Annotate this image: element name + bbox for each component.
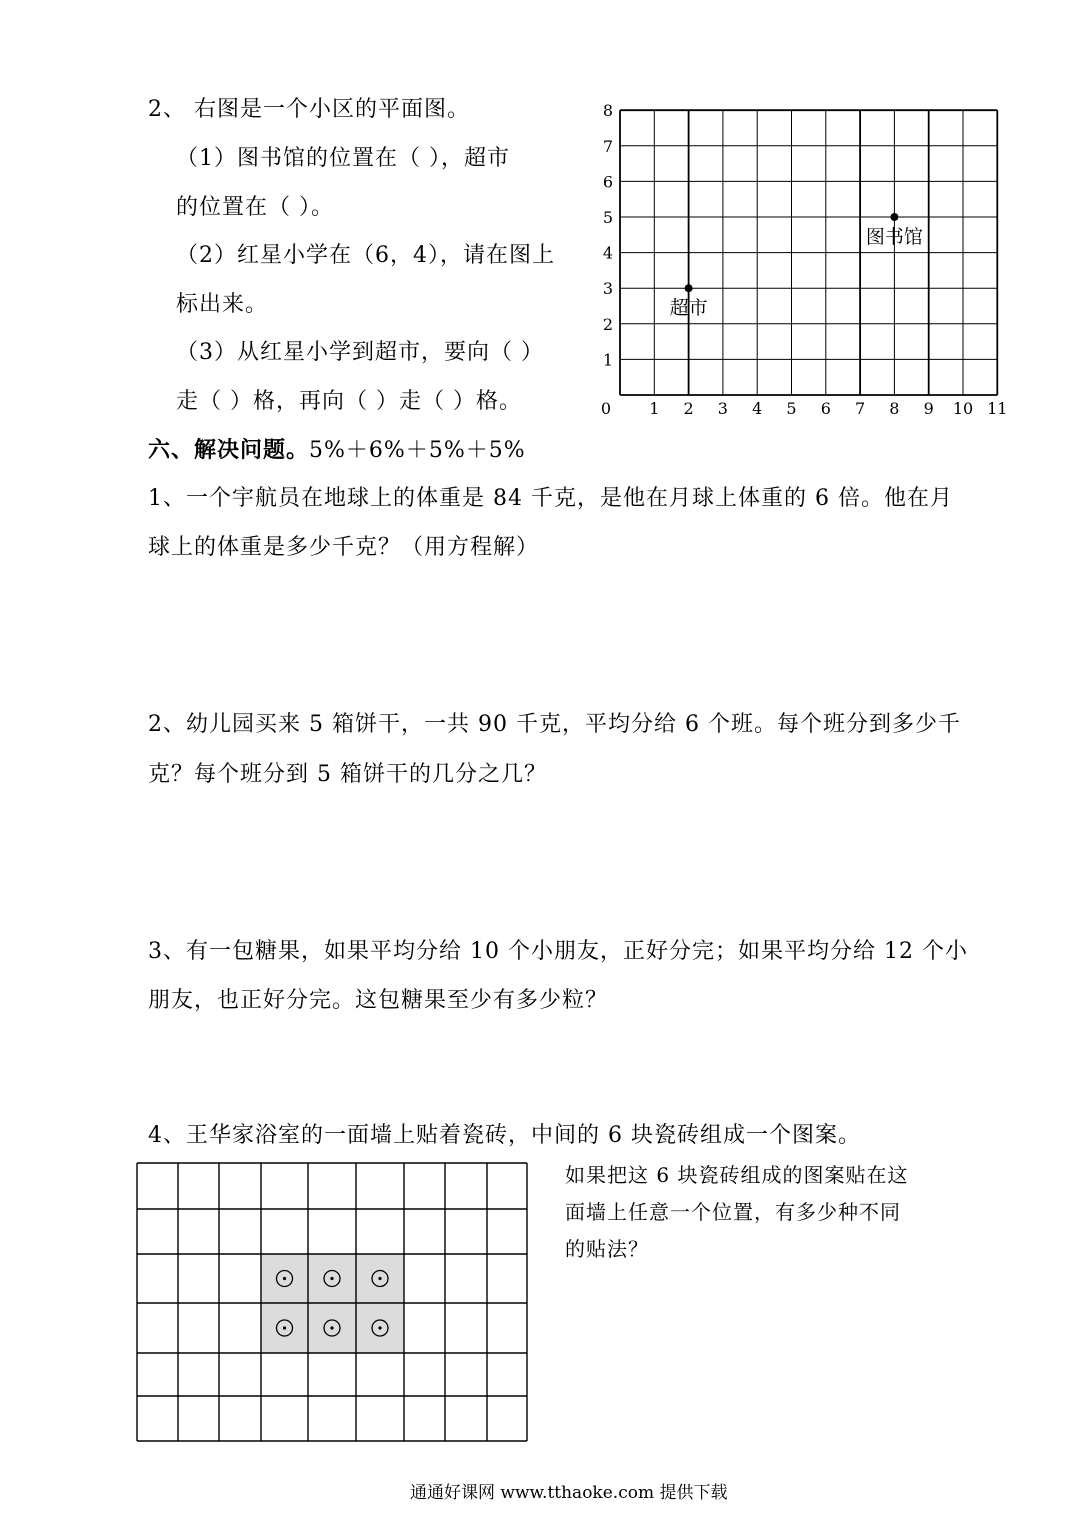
x-tick-label: 7 (855, 399, 866, 418)
pattern-dot (378, 1277, 381, 1280)
x-tick-label: 6 (820, 399, 831, 418)
section-heading (148, 433, 526, 464)
pattern-dot (378, 1326, 381, 1329)
x-tick-label: 2 (683, 399, 694, 418)
y-tick-label: 3 (602, 279, 614, 299)
x-tick-label: 1 (649, 399, 660, 418)
y-tick-label: 6 (602, 172, 614, 192)
problem-4-line1: 4、王华家浴室的一面墙上贴着瓷砖，中间的 6 块瓷砖组成一个图案。 (148, 1123, 861, 1148)
problem-2-line2: 克？每个班分到 5 箱饼干的几分之几？ (148, 762, 547, 787)
x-tick-label: 8 (889, 399, 900, 418)
x-tick-label: 0 (600, 399, 612, 418)
y-tick-label: 7 (602, 136, 614, 156)
section-title: 六、解决问题。 (148, 437, 310, 463)
pattern-dot (330, 1326, 333, 1329)
problem-2-line1: 2、幼儿园买来 5 箱饼干，一共 90 千克，平均分给 6 个班。每个班分到多少千 (148, 712, 961, 737)
tile-wall-grid (136, 1162, 530, 1444)
point-label: 超市 (669, 297, 708, 320)
problem-4-question: 如果把这 6 块瓷砖组成的图案贴在这面墙上任意一个位置，有多少种不同的贴法？ (565, 1163, 909, 1261)
pattern-dot (283, 1277, 286, 1280)
q2-part3-line2: 走（ ）格，再向（ ）走（ ）格。 (176, 389, 522, 414)
y-tick-label: 8 (602, 101, 614, 121)
y-tick-label: 4 (602, 243, 614, 263)
y-tick-label: 5 (602, 208, 614, 227)
q2-part1-line2: 的位置在（ ）。 (176, 195, 334, 220)
q2-part1-line1: （1）图书馆的位置在（ ），超市 (176, 146, 510, 171)
x-tick-label: 5 (786, 399, 797, 418)
q2-part2-line1: （2）红星小学在（6，4），请在图上 (176, 243, 555, 268)
problem-3-line1: 3、有一包糖果，如果平均分给 10 个小朋友，正好分完；如果平均分给 12 个小 (148, 939, 968, 964)
problem-1-line2: 球上的体重是多少千克？（用方程解） (148, 535, 540, 560)
problem-3-line2: 朋友，也正好分完。这包糖果至少有多少粒？ (148, 988, 609, 1013)
problem-1-line1: 1、一个宇航员在地球上的体重是 84 千克，是他在月球上体重的 6 倍。他在月 (148, 486, 953, 511)
x-tick-label: 11 (987, 399, 1008, 418)
q2-title: 2、 右图是一个小区的平面图。 (148, 97, 470, 122)
q2-part2-line2: 标出来。 (176, 292, 269, 317)
q2-part3-line1: （3）从红星小学到超市，要向（ ） (176, 340, 544, 365)
point-marker (685, 284, 693, 292)
pattern-dot (330, 1277, 333, 1280)
section-scores: 5%＋6%＋5%＋5% (309, 438, 526, 463)
x-tick-label: 10 (952, 399, 974, 418)
point-label: 图书馆 (865, 226, 923, 248)
x-tick-label: 3 (717, 399, 728, 418)
x-tick-label: 9 (923, 399, 934, 418)
footer-text: 通通好课网 www.tthaoke.com 提供下载 (410, 1483, 728, 1503)
y-tick-label: 1 (602, 350, 614, 370)
point-marker (890, 213, 898, 221)
pattern-dot (283, 1326, 286, 1329)
x-tick-label: 4 (752, 399, 763, 418)
y-tick-label: 2 (602, 314, 614, 334)
coordinate-grid (595, 95, 1015, 425)
